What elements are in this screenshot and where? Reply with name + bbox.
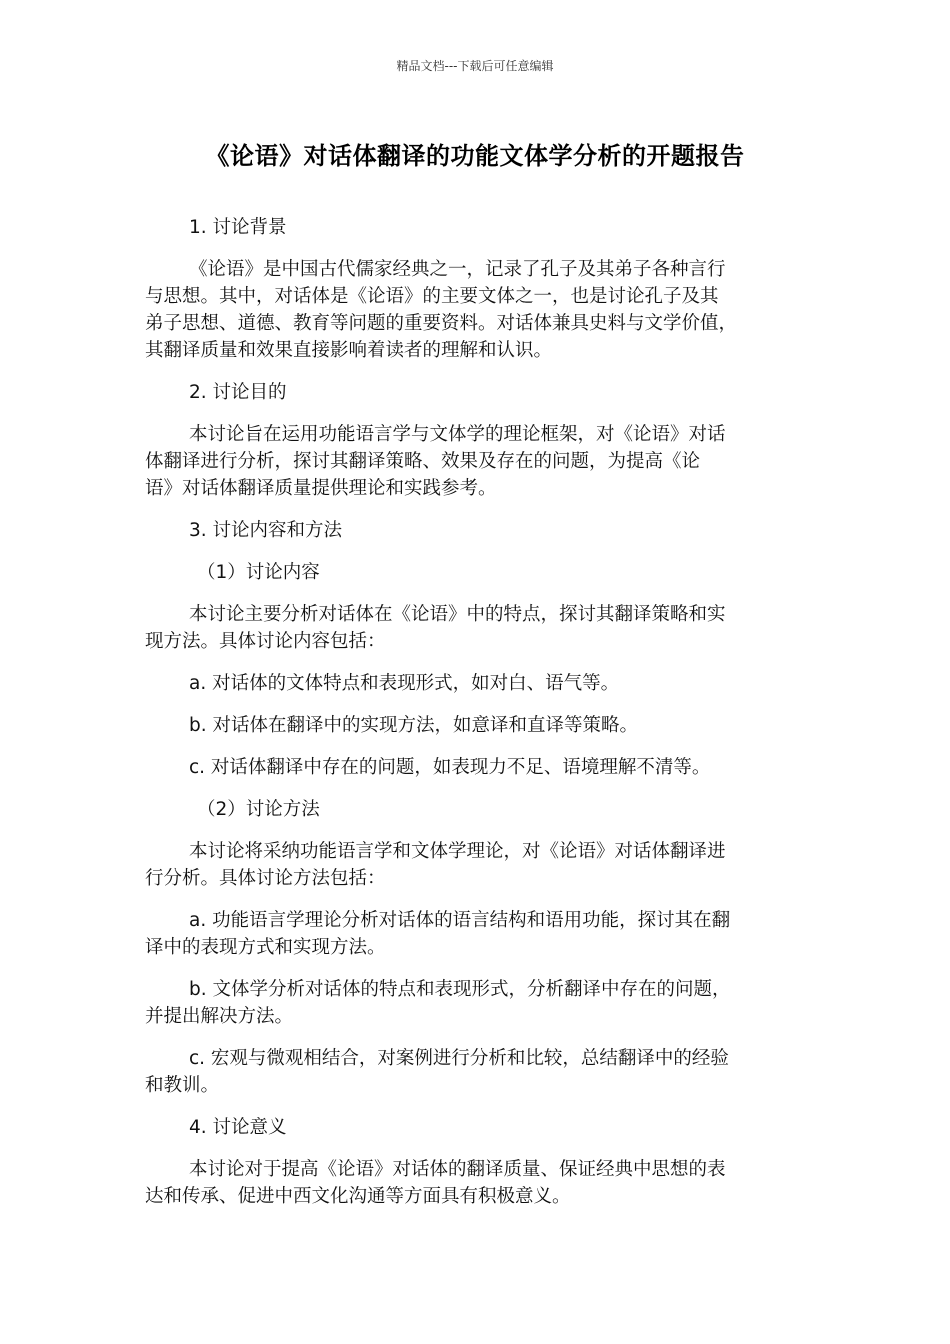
section-heading-purpose: 2. 讨论目的 <box>189 382 287 403</box>
subsection-heading-content: （1）讨论内容 <box>197 562 320 583</box>
paragraph-line: 与思想。其中，对话体是《论语》的主要文体之一，也是讨论孔子及其 <box>145 286 719 307</box>
page-header-watermark: 精品文档---下载后可任意编辑 <box>396 59 554 73</box>
paragraph-line: 其翻译质量和效果直接影响着读者的理解和认识。 <box>145 340 553 361</box>
list-item-continuation: 译中的表现方式和实现方法。 <box>145 937 386 958</box>
list-item: a. 对话体的文体特点和表现形式，如对白、语气等。 <box>189 673 620 694</box>
paragraph-line: 本讨论主要分析对话体在《论语》中的特点，探讨其翻译策略和实 <box>189 604 726 625</box>
paragraph-line: 体翻译进行分析，探讨其翻译策略、效果及存在的问题，为提高《论 <box>145 451 701 472</box>
list-item: c. 对话体翻译中存在的问题，如表现力不足、语境理解不清等。 <box>189 757 711 778</box>
list-item-continuation: 和教训。 <box>145 1075 220 1096</box>
list-item: b. 文体学分析对话体的特点和表现形式，分析翻译中存在的问题， <box>189 979 731 1000</box>
subsection-heading-method: （2）讨论方法 <box>197 799 320 820</box>
list-item: b. 对话体在翻译中的实现方法，如意译和直译等策略。 <box>189 715 639 736</box>
list-item: c. 宏观与微观相结合，对案例进行分析和比较，总结翻译中的经验 <box>189 1048 729 1069</box>
section-heading-content-method: 3. 讨论内容和方法 <box>189 520 343 541</box>
section-heading-significance: 4. 讨论意义 <box>189 1117 287 1138</box>
paragraph-line: 达和传承、促进中西文化沟通等方面具有积极意义。 <box>145 1186 571 1207</box>
paragraph-line: 语》对话体翻译质量提供理论和实践参考。 <box>145 478 497 499</box>
paragraph-line: 行分析。具体讨论方法包括： <box>145 868 386 889</box>
section-heading-background: 1. 讨论背景 <box>189 217 287 238</box>
list-item-continuation: 并提出解决方法。 <box>145 1006 294 1027</box>
paragraph-line: 弟子思想、道德、教育等问题的重要资料。对话体兼具史料与文学价值， <box>145 313 738 334</box>
paragraph-line: 《论语》是中国古代儒家经典之一，记录了孔子及其弟子各种言行 <box>189 259 726 280</box>
paragraph-line: 现方法。具体讨论内容包括： <box>145 631 386 652</box>
paragraph-line: 本讨论对于提高《论语》对话体的翻译质量、保证经典中思想的表 <box>189 1159 726 1180</box>
paragraph-line: 本讨论旨在运用功能语言学与文体学的理论框架，对《论语》对话 <box>189 424 726 445</box>
paragraph-line: 本讨论将采纳功能语言学和文体学理论，对《论语》对话体翻译进 <box>189 841 726 862</box>
list-item: a. 功能语言学理论分析对话体的语言结构和语用功能，探讨其在翻 <box>189 910 731 931</box>
document-title: 《论语》对话体翻译的功能文体学分析的开题报告 <box>205 142 745 170</box>
